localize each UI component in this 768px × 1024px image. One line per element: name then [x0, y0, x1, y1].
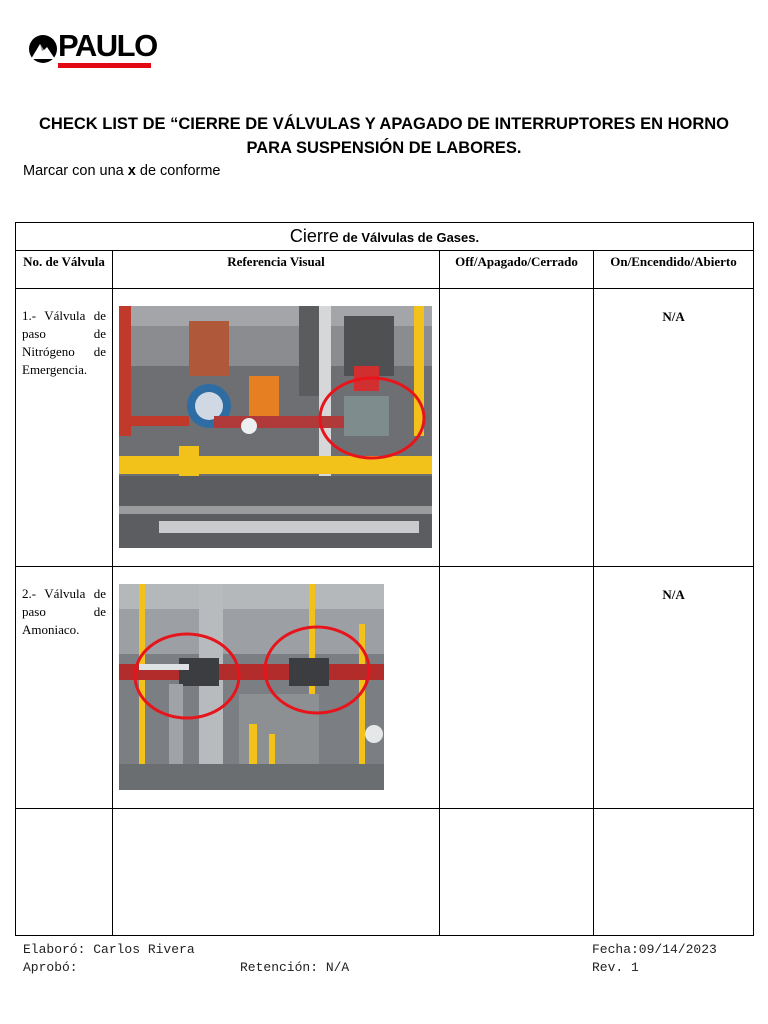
column-header-valve-no: No. de Válvula: [16, 251, 113, 289]
instructions-mark: x: [127, 163, 136, 179]
table-row: [16, 567, 754, 809]
on-cell: [594, 809, 754, 936]
column-header-row: [16, 251, 754, 289]
column-header-visual-reference: Referencia Visual: [113, 251, 440, 289]
column-header-on: On/Encendido/Abierto: [594, 251, 754, 289]
footer-aprobo: Aprobó:: [23, 960, 78, 975]
valve-name-cell: 1.- Válvula de paso de Nitrógeno de Emergencia.: [16, 289, 113, 567]
title-line-2: PARA SUSPENSIÓN DE LABORES.: [246, 139, 522, 157]
valve-name-cell: 2.- Válvula de paso de Amoniaco.: [16, 567, 113, 809]
column-header-off: Off/Apagado/Cerrado: [440, 251, 594, 289]
table-row: [16, 809, 754, 936]
footer-elaboro: Elaboró: Carlos Rivera: [23, 942, 195, 957]
footer-rev: Rev. 1: [592, 960, 639, 975]
table-row: [16, 289, 754, 567]
footer-retencion: Retención: N/A: [240, 960, 350, 975]
logo-mountain-icon: [28, 32, 60, 66]
on-cell: N/A: [594, 289, 754, 567]
section-header-row: [16, 223, 754, 251]
nitrogen-valve-photo: [119, 306, 432, 548]
off-cell: [440, 289, 594, 567]
valve-name-cell: [16, 809, 113, 936]
visual-reference-cell: [113, 567, 440, 809]
logo-red-bar: [58, 63, 151, 68]
checklist-table: [15, 222, 754, 936]
company-logo: [28, 28, 157, 70]
instructions-before: Marcar con una: [23, 163, 128, 179]
instructions-after: de conforme: [135, 163, 221, 179]
title-line-1: CHECK LIST DE “CIERRE DE VÁLVULAS Y APAGADO DE INTERRUPTORES EN HORNO: [38, 115, 730, 133]
logo-text: PAULO: [58, 28, 157, 63]
section-title-big: Cierre: [289, 226, 339, 246]
document-title: [20, 112, 748, 160]
footer-fecha: Fecha:09/14/2023: [592, 942, 717, 957]
visual-reference-cell: [113, 809, 440, 936]
section-title-small: de Válvulas de Gases.: [338, 230, 480, 245]
on-cell: N/A: [594, 567, 754, 809]
off-cell: [440, 809, 594, 936]
visual-reference-cell: [113, 289, 440, 567]
section-title: [16, 223, 754, 251]
off-cell: [440, 567, 594, 809]
ammonia-valve-photo: [119, 584, 384, 790]
instructions: [23, 163, 221, 179]
